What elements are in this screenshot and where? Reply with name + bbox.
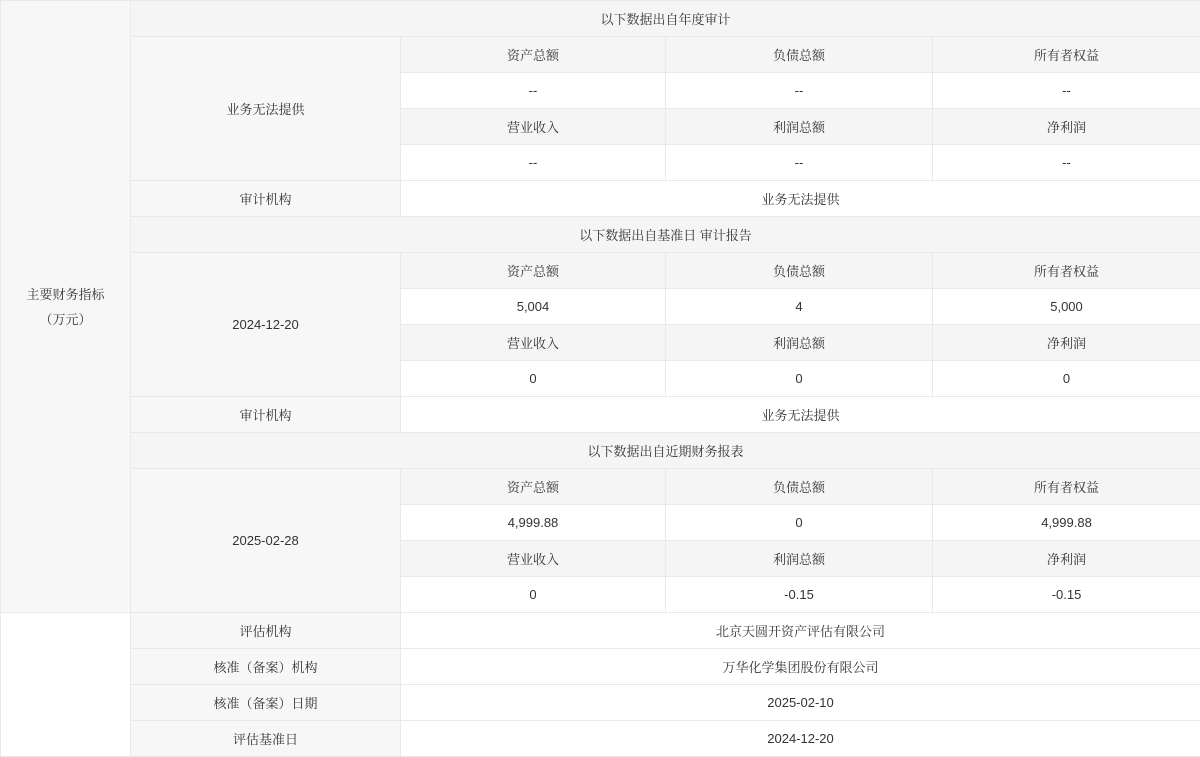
value-cell: -0.15 — [666, 577, 933, 613]
metric-header-cell: 净利润 — [933, 109, 1200, 145]
value-cell: 5,004 — [401, 289, 666, 325]
value-cell: -0.15 — [933, 577, 1200, 613]
footer-label-cell: 评估基准日 — [131, 721, 401, 757]
audit-label-cell: 审计机构 — [131, 181, 401, 217]
section-title-base-date: 以下数据出自基准日 审计报告 — [131, 217, 1200, 253]
row-label-cell: 2024-12-20 — [131, 253, 401, 397]
footer-value-cell: 北京天圆开资产评估有限公司 — [401, 613, 1200, 649]
value-cell: 4,999.88 — [933, 505, 1200, 541]
left-header-cell — [1, 1, 131, 613]
value-cell: 0 — [401, 361, 666, 397]
footer-label-cell: 核准（备案）机构 — [131, 649, 401, 685]
section-title-annual-audit: 以下数据出自年度审计 — [131, 1, 1200, 37]
metric-header-cell: 所有者权益 — [933, 469, 1200, 505]
value-cell: 4,999.88 — [401, 505, 666, 541]
value-cell: 0 — [666, 505, 933, 541]
footer-value-cell: 2024-12-20 — [401, 721, 1200, 757]
metric-header-cell: 营业收入 — [401, 325, 666, 361]
metric-header-cell: 资产总额 — [401, 469, 666, 505]
footer-value-cell: 万华化学集团股份有限公司 — [401, 649, 1200, 685]
section-title-recent-statements: 以下数据出自近期财务报表 — [131, 433, 1200, 469]
metric-header-cell: 负债总额 — [666, 253, 933, 289]
value-cell: -- — [666, 73, 933, 109]
audit-label-cell: 审计机构 — [131, 397, 401, 433]
value-cell: 4 — [666, 289, 933, 325]
metric-header-cell: 资产总额 — [401, 37, 666, 73]
left-header-line2: （万元） — [1, 307, 130, 332]
value-cell: -- — [933, 73, 1200, 109]
value-cell: -- — [401, 145, 666, 181]
metric-header-cell: 所有者权益 — [933, 253, 1200, 289]
value-cell: -- — [401, 73, 666, 109]
metric-header-cell: 负债总额 — [666, 37, 933, 73]
value-cell: 0 — [933, 361, 1200, 397]
metric-header-cell: 利润总额 — [666, 541, 933, 577]
metric-header-cell: 净利润 — [933, 541, 1200, 577]
value-cell: -- — [666, 145, 933, 181]
metric-header-cell: 净利润 — [933, 325, 1200, 361]
metric-header-cell: 营业收入 — [401, 109, 666, 145]
row-label-cell: 2025-02-28 — [131, 469, 401, 613]
metric-header-cell: 营业收入 — [401, 541, 666, 577]
value-cell: 0 — [401, 577, 666, 613]
metric-header-cell: 利润总额 — [666, 109, 933, 145]
value-cell: -- — [933, 145, 1200, 181]
value-cell: 5,000 — [933, 289, 1200, 325]
audit-value-cell: 业务无法提供 — [401, 397, 1200, 433]
footer-label-cell: 评估机构 — [131, 613, 401, 649]
metric-header-cell: 所有者权益 — [933, 37, 1200, 73]
row-label-cell: 业务无法提供 — [131, 37, 401, 181]
footer-value-cell: 2025-02-10 — [401, 685, 1200, 721]
audit-value-cell: 业务无法提供 — [401, 181, 1200, 217]
metric-header-cell: 资产总额 — [401, 253, 666, 289]
footer-label-cell: 核准（备案）日期 — [131, 685, 401, 721]
metric-header-cell: 负债总额 — [666, 469, 933, 505]
value-cell: 0 — [666, 361, 933, 397]
left-empty-cell — [1, 613, 131, 757]
left-header-line1: 主要财务指标 — [1, 282, 130, 307]
metric-header-cell: 利润总额 — [666, 325, 933, 361]
